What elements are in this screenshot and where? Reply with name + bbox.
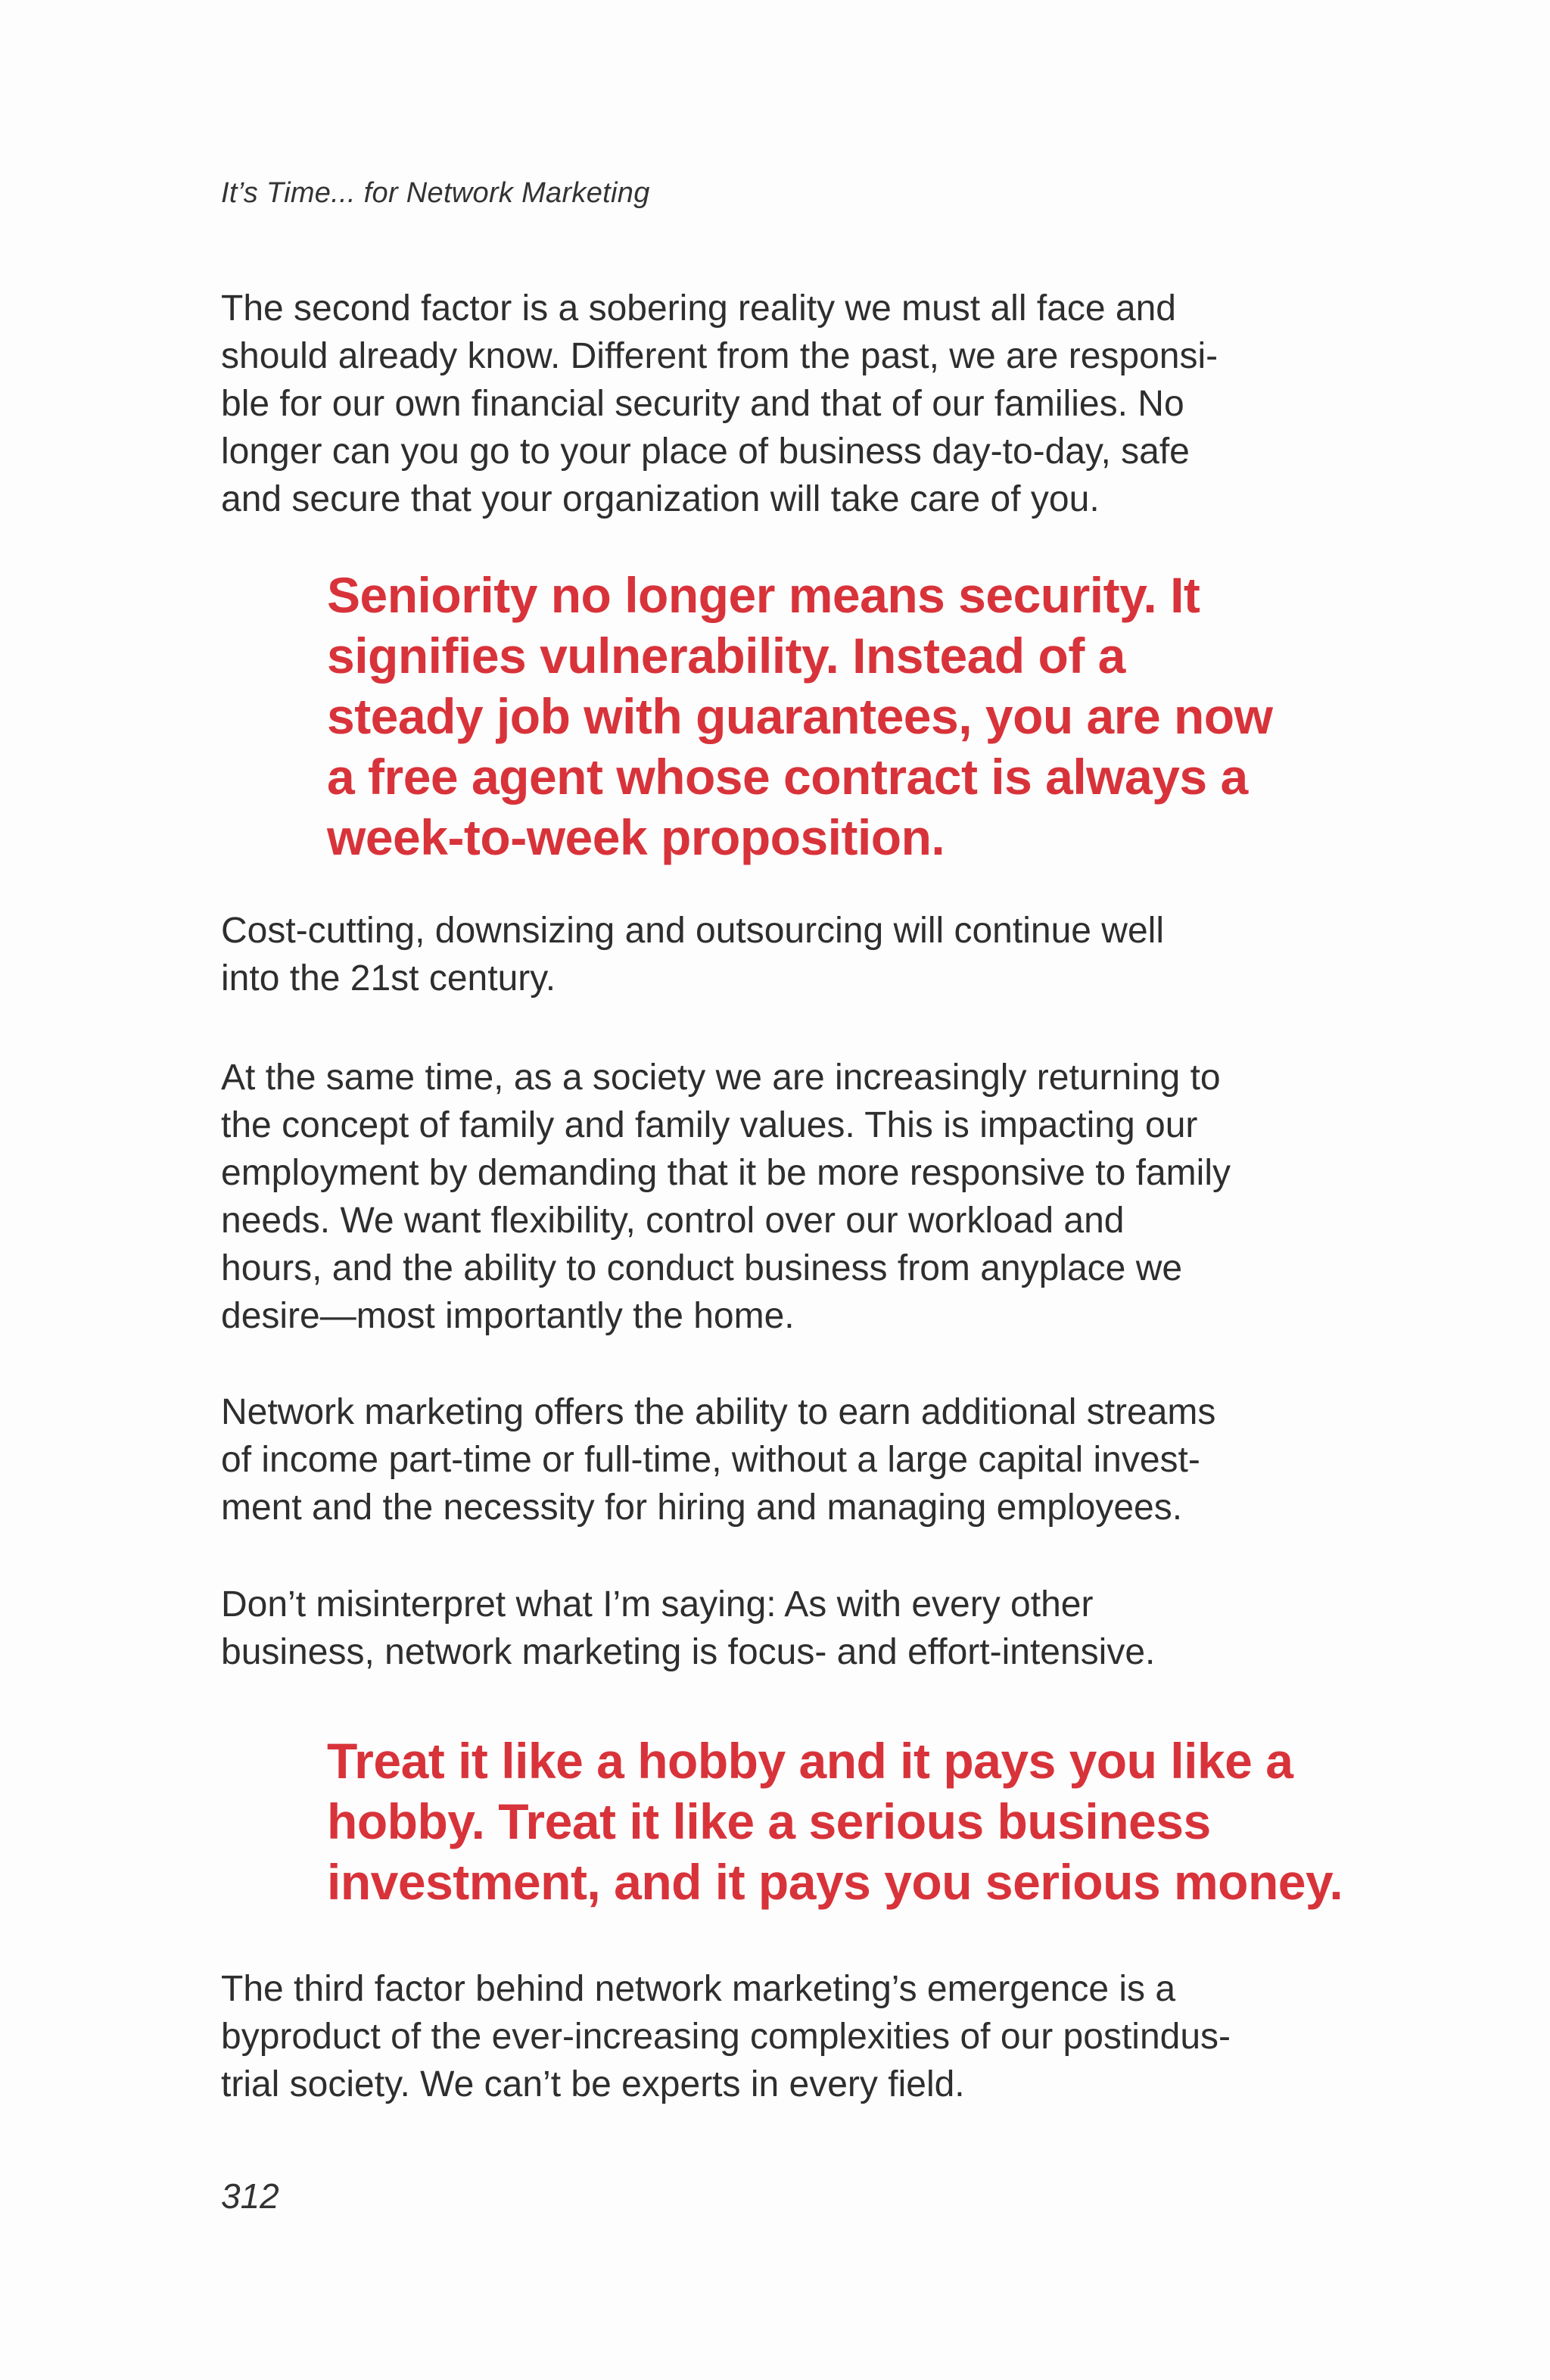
text-line: The second factor is a sobering reality we must all face and: [221, 288, 1176, 329]
pull-quote-line: hobby. Treat it like a serious business: [327, 1793, 1211, 1849]
pull-quote-line: investment, and it pays you serious money.: [327, 1854, 1343, 1910]
pull-quote-line: signifies vulnerability. Instead of a: [327, 628, 1125, 684]
text-line: of income part-time or full-time, without a large capital invest-: [221, 1440, 1200, 1480]
text-line: trial society. We can’t be experts in every field.: [221, 2064, 965, 2104]
pull-quote: [327, 565, 1341, 868]
pull-quote: [327, 1730, 1341, 1912]
text-line: needs. We want flexibility, control over our workload and: [221, 1201, 1125, 1241]
pull-quote-line: Treat it like a hobby and it pays you like a: [327, 1733, 1293, 1789]
body-paragraph: [221, 1054, 1341, 1340]
body-paragraph: [221, 907, 1341, 1002]
body-paragraph: [221, 1965, 1341, 2108]
text-line: At the same time, as a society we are increasingly returning to: [221, 1058, 1221, 1098]
text-line: business, network marketing is focus- and effort-intensive.: [221, 1632, 1156, 1672]
running-header: It’s Time... for Network Marketing: [221, 177, 650, 209]
pull-quote-line: Seniority no longer means security. It: [327, 567, 1200, 623]
text-line: Cost-cutting, downsizing and outsourcing will continue well: [221, 911, 1164, 951]
body-paragraph: [221, 285, 1341, 523]
text-line: into the 21st century.: [221, 958, 556, 998]
text-line: the concept of family and family values. This is impacting our: [221, 1105, 1198, 1145]
body-paragraph: [221, 1581, 1341, 1676]
text-line: and secure that your organization will take care of you.: [221, 479, 1100, 519]
text-line: hours, and the ability to conduct business from anyplace we: [221, 1248, 1183, 1288]
text-line: should already know. Different from the past, we are responsi-: [221, 336, 1219, 376]
pull-quote-line: week-to-week proposition.: [327, 809, 945, 865]
text-line: Network marketing offers the ability to earn additional streams: [221, 1392, 1216, 1432]
text-line: desire—most importantly the home.: [221, 1296, 795, 1336]
pull-quote-line: a free agent whose contract is always a: [327, 749, 1248, 805]
text-line: byproduct of the ever-increasing complexities of our postindus-: [221, 2017, 1231, 2057]
pull-quote-line: steady job with guarantees, you are now: [327, 688, 1273, 744]
text-line: The third factor behind network marketing’s emergence is a: [221, 1969, 1176, 2009]
body-paragraph: [221, 1388, 1341, 1531]
text-line: longer can you go to your place of business day-to-day, safe: [221, 431, 1190, 472]
text-line: ble for our own financial security and that of our families. No: [221, 384, 1184, 424]
text-line: employment by demanding that it be more responsive to family: [221, 1153, 1231, 1193]
page-number: 312: [221, 2176, 279, 2216]
text-line: Don’t misinterpret what I’m saying: As with every other: [221, 1584, 1094, 1625]
text-line: ment and the necessity for hiring and managing employees.: [221, 1488, 1183, 1528]
